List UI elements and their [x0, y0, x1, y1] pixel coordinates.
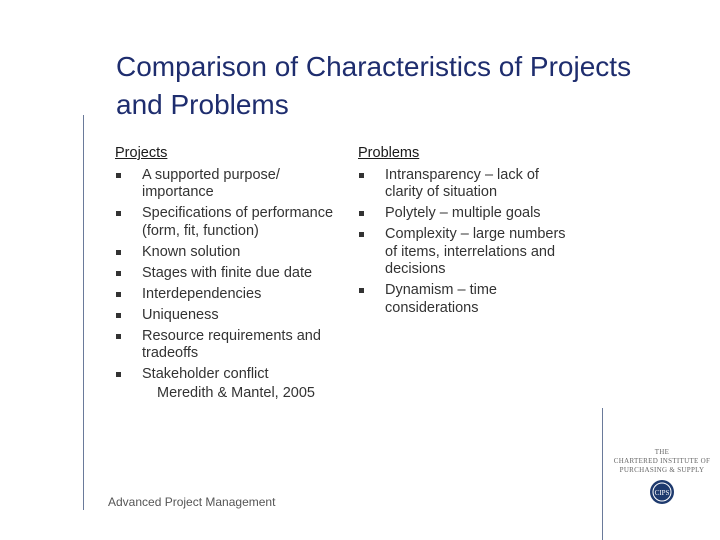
problems-column: [358, 145, 573, 321]
bullet-icon: [359, 173, 364, 178]
bullet-icon: [116, 372, 121, 377]
seal-icon: [649, 479, 675, 505]
problems-list: [358, 167, 573, 318]
bullet-icon: [116, 211, 121, 216]
cips-logo: [612, 448, 712, 508]
left-divider-line: [83, 115, 84, 510]
list-item: Polytely – multiple goals: [358, 205, 573, 223]
list-item: Resource requirements and tradeoffs: [115, 328, 345, 363]
list-item: Interdependencies: [115, 286, 345, 304]
logo-line-1: THE: [654, 448, 670, 456]
problems-heading: Problems: [358, 145, 420, 161]
list-item: Specifications of performance (form, fit, function): [115, 205, 345, 240]
projects-heading: Projects: [115, 145, 168, 161]
bullet-icon: [359, 288, 364, 293]
list-item: A supported purpose/ importance: [115, 167, 345, 202]
projects-column: [115, 145, 345, 403]
bullet-icon: [116, 334, 121, 339]
footer-text: Advanced Project Management: [108, 495, 276, 509]
slide-title: Comparison of Characteristics of Projects and Problems: [116, 51, 632, 120]
bullet-icon: [359, 232, 364, 237]
list-item: Complexity – large numbers of items, interrelations and decisions: [358, 226, 573, 279]
list-item: Stages with finite due date: [115, 265, 345, 283]
list-item: Dynamism – time considerations: [358, 282, 573, 317]
list-item: Known solution: [115, 244, 345, 262]
seal-text: CIPS: [654, 489, 670, 497]
bullet-icon: [116, 313, 121, 318]
citation: Meredith & Mantel, 2005: [157, 385, 315, 401]
bullet-icon: [116, 250, 121, 255]
logo-line-3: PURCHASING & SUPPLY: [619, 466, 705, 474]
logo-line-2: CHARTERED INSTITUTE OF: [613, 457, 711, 465]
right-divider-line: [602, 408, 603, 540]
list-item: Stakeholder conflict: [115, 366, 345, 384]
projects-list: [115, 167, 345, 384]
list-item: Intransparency – lack of clarity of situation: [358, 167, 573, 202]
bullet-icon: [116, 292, 121, 297]
bullet-icon: [359, 211, 364, 216]
list-item: Uniqueness: [115, 307, 345, 325]
bullet-icon: [116, 173, 121, 178]
bullet-icon: [116, 271, 121, 276]
